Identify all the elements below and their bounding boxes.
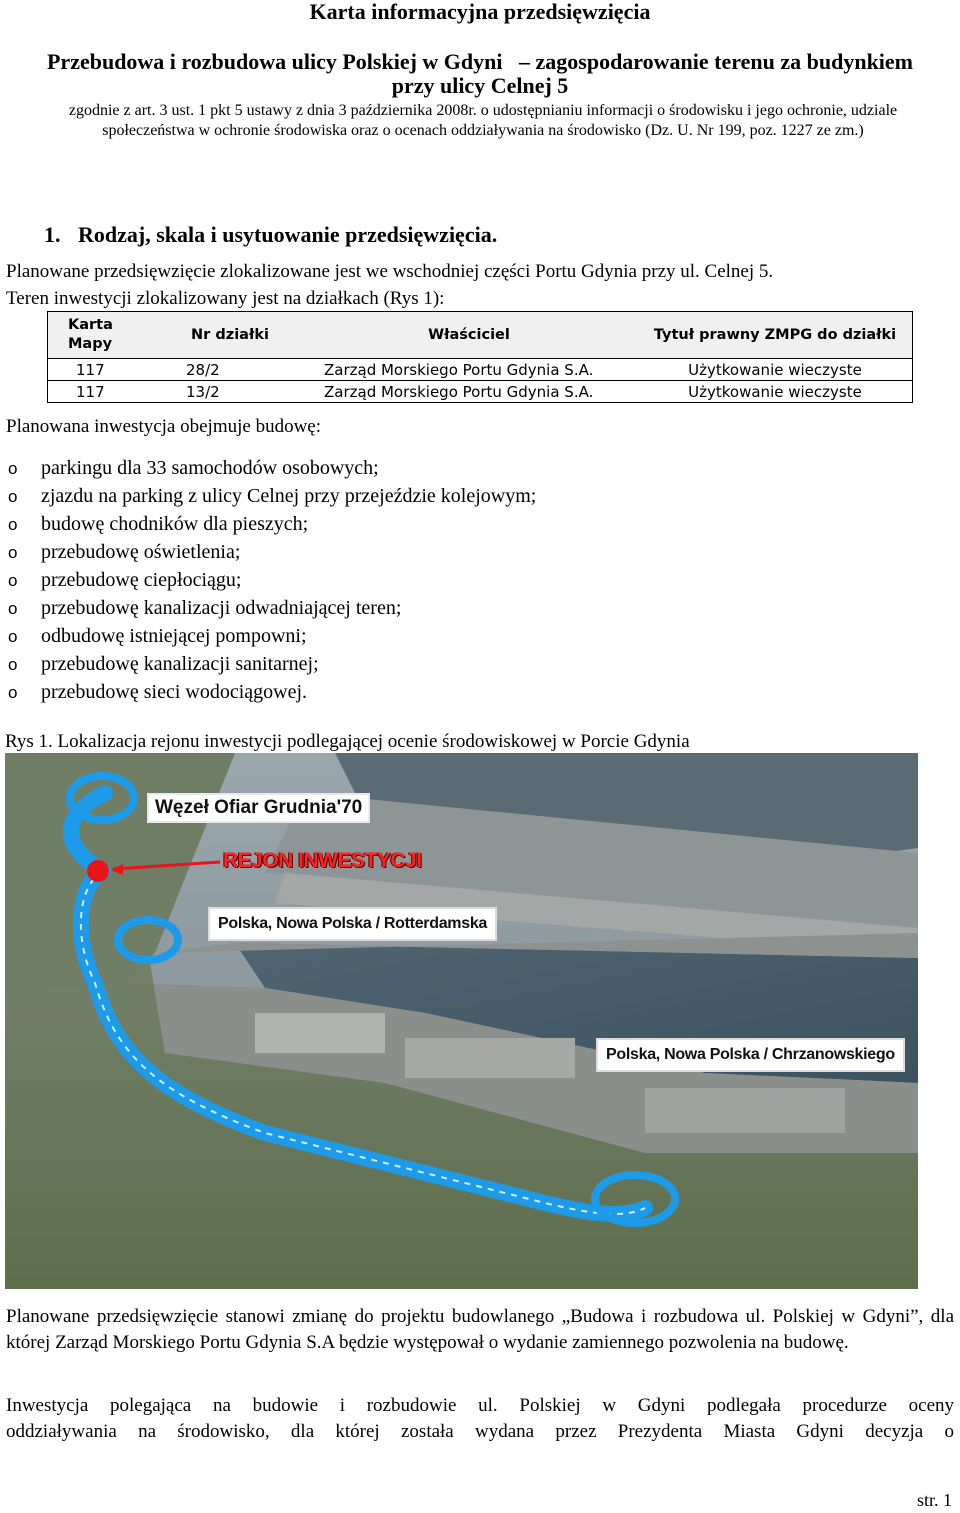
document-title: Karta informacyjna przedsięwzięcia	[309, 0, 651, 24]
list-item	[0, 482, 536, 510]
scope-paragraph: Planowana inwestycja obejmuje budowę:	[6, 416, 322, 437]
cell-owner: Zarząd Morskiego Portu Gdynia S.A.	[300, 381, 638, 403]
figure-caption: Rys 1. Lokalizacja rejonu inwestycji podlegającej ocenie środowiskowej w Porcie Gdynia	[5, 731, 690, 752]
page-number: str. 1	[916, 1490, 952, 1510]
subtitle-line-1: Przebudowa i rozbudowa ulicy Polskiej w Gdyni – zagospodarowanie terenu za budynkiem	[46, 49, 914, 74]
list-item	[0, 510, 536, 538]
label-junction: Węzeł Ofiar Grudnia'70	[147, 793, 370, 823]
cell-legal-title: Użytkowanie wieczyste	[638, 359, 913, 381]
document-subtitle	[0, 50, 960, 98]
location-paragraph: Planowane przedsięwzięcie zlokalizowane jest we wschodniej części Portu Gdynia przy ul. Celnej 5.	[6, 261, 774, 282]
assessment-paragraph	[6, 1393, 954, 1445]
label-segment-rotterdamska: Polska, Nowa Polska / Rotterdamska	[208, 907, 497, 941]
list-item-text: przebudowę sieci wodociągowej.	[41, 681, 308, 703]
warehouse	[405, 1038, 575, 1078]
header-owner: Właściciel	[300, 312, 638, 359]
bullet-icon: o	[8, 571, 18, 590]
list-item	[0, 678, 536, 706]
list-item	[0, 594, 536, 622]
bullet-icon: o	[8, 515, 18, 534]
bullet-icon: o	[8, 543, 18, 562]
list-item-text: parkingu dla 33 samochodów osobowych;	[41, 457, 379, 479]
cell-legal-title: Użytkowanie wieczyste	[638, 381, 913, 403]
header-parcel-number: Nr działki	[160, 312, 300, 359]
list-item-text: przebudowę oświetlenia;	[41, 541, 241, 563]
list-item	[0, 538, 536, 566]
table-header-row	[48, 312, 913, 359]
subtitle-line-2: przy ulicy Celnej 5	[391, 73, 569, 98]
legal-basis	[8, 101, 958, 141]
list-item-text: budowę chodników dla pieszych;	[41, 513, 309, 535]
list-item	[0, 566, 536, 594]
legal-line-2: społeczeństwa w ochronie środowiska oraz o ocenach oddziaływania na środowisko (Dz. U. Nr 199, poz. 1227 ze zm.)	[102, 122, 864, 139]
cell-map-sheet: 117	[48, 359, 161, 381]
header-map-sheet: Karta Mapy	[48, 312, 161, 359]
aerial-port-photo	[5, 753, 918, 1289]
list-item-text: odbudowę istniejącej pompowni;	[41, 625, 307, 647]
bullet-icon: o	[8, 459, 18, 478]
label-investment-area: REJON INWESTYCJI	[223, 849, 422, 872]
works-list	[0, 454, 536, 706]
investment-marker	[87, 860, 109, 882]
list-item	[0, 622, 536, 650]
bullet-icon: o	[8, 683, 18, 702]
cell-parcel-number: 13/2	[160, 381, 300, 403]
parcels-paragraph: Teren inwestycji zlokalizowany jest na działkach (Rys 1):	[6, 288, 445, 309]
assessment-line-2: oddziaływania na środowisko, dla której została wydana przez Prezydenta Miasta Gdyni decyzja o	[6, 1421, 954, 1442]
list-item-text: przebudowę ciepłociągu;	[41, 569, 242, 591]
cell-map-sheet: 117	[48, 381, 161, 403]
bullet-icon: o	[8, 655, 18, 674]
cell-parcel-number: 28/2	[160, 359, 300, 381]
list-item-text: przebudowę kanalizacji odwadniającej teren;	[41, 597, 402, 619]
warehouse	[645, 1088, 845, 1133]
warehouse	[255, 1013, 385, 1053]
section-heading	[44, 222, 497, 248]
table-row	[48, 381, 913, 403]
cell-owner: Zarząd Morskiego Portu Gdynia S.A.	[300, 359, 638, 381]
change-paragraph: Planowane przedsięwzięcie stanowi zmianę do projektu budowlanego „Budowa i rozbudowa ul. Polskiej w Gdyni”, dla której Zarząd Morskiego Portu Gdynia S.A będzie występował o wydanie zamiennego pozwolenia na budowę.	[6, 1306, 954, 1353]
bullet-icon: o	[8, 627, 18, 646]
table-row	[48, 359, 913, 381]
section-number: 1.	[44, 222, 61, 247]
bullet-icon: o	[8, 599, 18, 618]
list-item	[0, 650, 536, 678]
list-item-text: zjazdu na parking z ulicy Celnej przy przejeździe kolejowym;	[41, 485, 537, 507]
list-item-text: przebudowę kanalizacji sanitarnej;	[41, 653, 319, 675]
assessment-line-1: Inwestycja polegająca na budowie i rozbudowie ul. Polskiej w Gdyni podlegała procedurze oceny	[6, 1395, 954, 1416]
label-segment-chrzanowskiego: Polska, Nowa Polska / Chrzanowskiego	[596, 1038, 905, 1072]
list-item	[0, 454, 536, 482]
header-legal-title: Tytuł prawny ZMPG do działki	[638, 312, 913, 359]
bullet-icon: o	[8, 487, 18, 506]
legal-line-1: zgodnie z art. 3 ust. 1 pkt 5 ustawy z dnia 3 października 2008r. o udostępnianiu informacji o środowisku i jego ochronie, udziale	[68, 102, 898, 119]
section-heading-text: Rodzaj, skala i usytuowanie przedsięwzięcia.	[78, 222, 498, 247]
parcels-table	[47, 311, 913, 403]
aerial-photo-illustration	[5, 753, 918, 1289]
